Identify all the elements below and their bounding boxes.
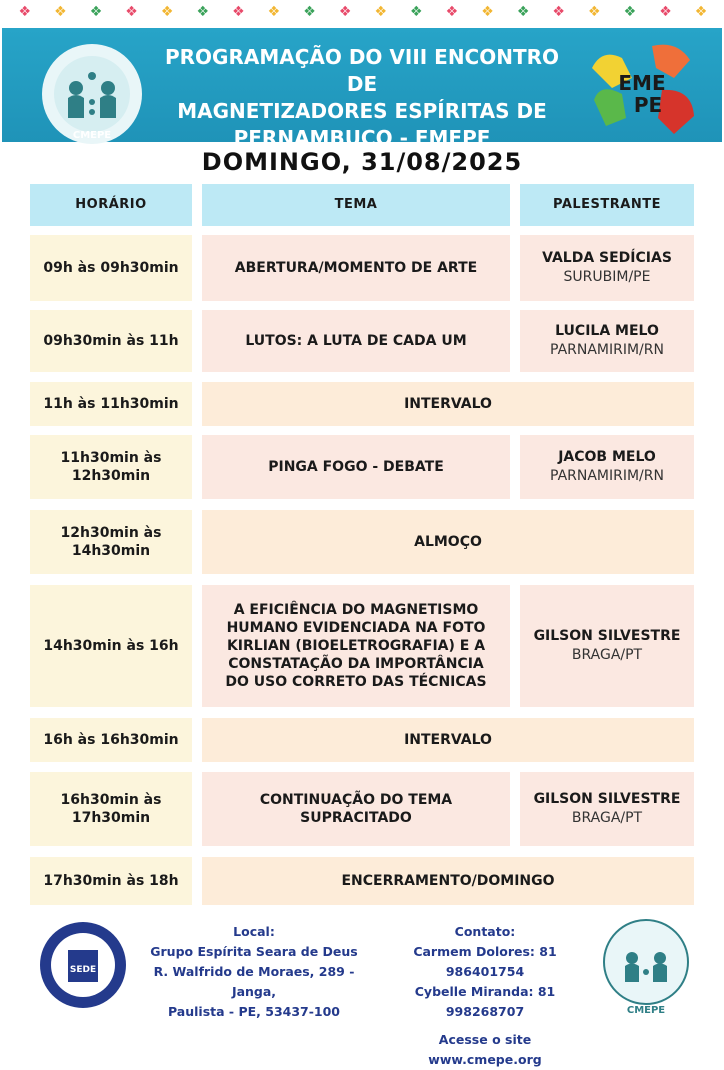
confetti-icon: ❖ [54, 4, 65, 20]
title-line-2: MAGNETIZADORES ESPÍRITAS DE [177, 99, 547, 123]
speaker-name: GILSON SILVESTRE [533, 628, 681, 644]
title-line-3: PERNAMBUCO - EMEPE [233, 126, 491, 150]
cmepe-logo [40, 42, 144, 146]
confetti-icon: ❖ [303, 4, 314, 20]
local-city: Paulista - PE, 53437-100 [167, 1004, 341, 1019]
confetti-icon: ❖ [196, 4, 208, 20]
time-cell: 16h30min às 17h30min [30, 772, 192, 846]
break-cell: ALMOÇO [202, 510, 694, 574]
confetti-icon: ❖ [623, 4, 635, 20]
speaker-location: SURUBIM/PE [563, 269, 651, 285]
confetti-icon: ❖ [552, 4, 563, 20]
time-cell: 16h às 16h30min [30, 718, 192, 762]
topic-cell: PINGA FOGO - DEBATE [202, 435, 510, 499]
svg-text:PE: PE [633, 93, 663, 117]
topic-cell: CONTINUAÇÃO DO TEMA SUPRACITADO [202, 772, 510, 846]
speaker-location: BRAGA/PT [571, 647, 643, 663]
speaker-cell [520, 772, 694, 846]
speaker-location: PARNAMIRIM/RN [550, 342, 664, 358]
confetti-icon: ❖ [267, 4, 279, 20]
local-address: R. Walfrido de Moraes, 289 - Janga, [153, 964, 355, 999]
break-cell: ENCERRAMENTO/DOMINGO [202, 857, 694, 905]
site-link[interactable]: Acesse o site www.cmepe.org [428, 1032, 542, 1067]
confetti-icon: ❖ [659, 4, 670, 20]
footer-contact [380, 922, 590, 1070]
break-cell: INTERVALO [202, 718, 694, 762]
header-palestrante: PALESTRANTE [520, 184, 694, 226]
speaker-cell [520, 435, 694, 499]
topic-cell: LUTOS: A LUTA DE CADA UM [202, 310, 510, 372]
confetti-icon: ❖ [445, 4, 457, 20]
speaker-cell [520, 310, 694, 372]
speaker-name: LUCILA MELO [555, 323, 659, 339]
confetti-icon: ❖ [374, 4, 386, 20]
cmepe-logo [600, 918, 692, 1016]
seara-de-deus-logo [38, 920, 128, 1010]
local-name: Grupo Espírita Seara de Deus [150, 944, 358, 959]
time-cell: 14h30min às 16h [30, 585, 192, 707]
speaker-cell [520, 235, 694, 301]
time-cell: 09h às 09h30min [30, 235, 192, 301]
confetti-icon: ❖ [516, 4, 528, 20]
confetti-icon: ❖ [588, 4, 599, 20]
confetti-icon: ❖ [160, 4, 172, 20]
svg-text:SEDE: SEDE [69, 965, 97, 975]
speaker-name: JACOB MELO [558, 449, 656, 465]
break-cell: INTERVALO [202, 382, 694, 426]
local-label: Local: [233, 924, 275, 939]
contact-carmem: Carmem Dolores: 81 986401754 [413, 944, 557, 979]
svg-text:CMEPE: CMEPE [72, 130, 112, 141]
footer-local [138, 922, 370, 1022]
time-cell: 09h30min às 11h [30, 310, 192, 372]
page-title [152, 44, 572, 152]
speaker-name: GILSON SILVESTRE [533, 791, 681, 807]
confetti-icon: ❖ [338, 4, 350, 20]
day-title: DOMINGO, 31/08/2025 [201, 148, 523, 176]
contact-label: Contato: [454, 924, 516, 939]
svg-text:CMEPE: CMEPE [626, 1005, 666, 1016]
topic-cell: A EFICIÊNCIA DO MAGNETISMO HUMANO EVIDENCIADA NA FOTO KIRLIAN (BIOELETROGRAFIA) E A CONSTATAÇÃO DA IMPORTÂNCIA DO USO CORRETO DAS TÉCNICAS [202, 585, 510, 707]
confetti-icon: ❖ [18, 4, 30, 20]
contact-cybelle: Cybelle Miranda: 81 998268707 [414, 984, 556, 1019]
time-cell: 17h30min às 18h [30, 857, 192, 905]
header-tema: TEMA [202, 184, 510, 226]
confetti-icon: ❖ [89, 4, 101, 20]
time-cell: 12h30min às 14h30min [30, 510, 192, 574]
svg-text:EME: EME [618, 71, 666, 95]
confetti-icon: ❖ [694, 4, 706, 20]
time-cell: 11h às 11h30min [30, 382, 192, 426]
speaker-location: PARNAMIRIM/RN [550, 468, 664, 484]
header-horario: HORÁRIO [30, 184, 192, 226]
speaker-cell [520, 585, 694, 707]
header-banner [2, 28, 722, 150]
speaker-location: BRAGA/PT [571, 810, 643, 826]
title-line-1: PROGRAMAÇÃO DO VIII ENCONTRO DE [164, 45, 560, 96]
emepe-logo [582, 38, 702, 138]
confetti-icon: ❖ [232, 4, 243, 20]
time-cell: 11h30min às 12h30min [30, 435, 192, 499]
topic-cell: ABERTURA/MOMENTO DE ARTE [202, 235, 510, 301]
confetti-icon: ❖ [410, 4, 421, 20]
confetti-icon: ❖ [125, 4, 136, 20]
speaker-name: VALDA SEDÍCIAS [542, 250, 672, 266]
decorative-border-strip [0, 0, 724, 24]
confetti-icon: ❖ [481, 4, 492, 20]
